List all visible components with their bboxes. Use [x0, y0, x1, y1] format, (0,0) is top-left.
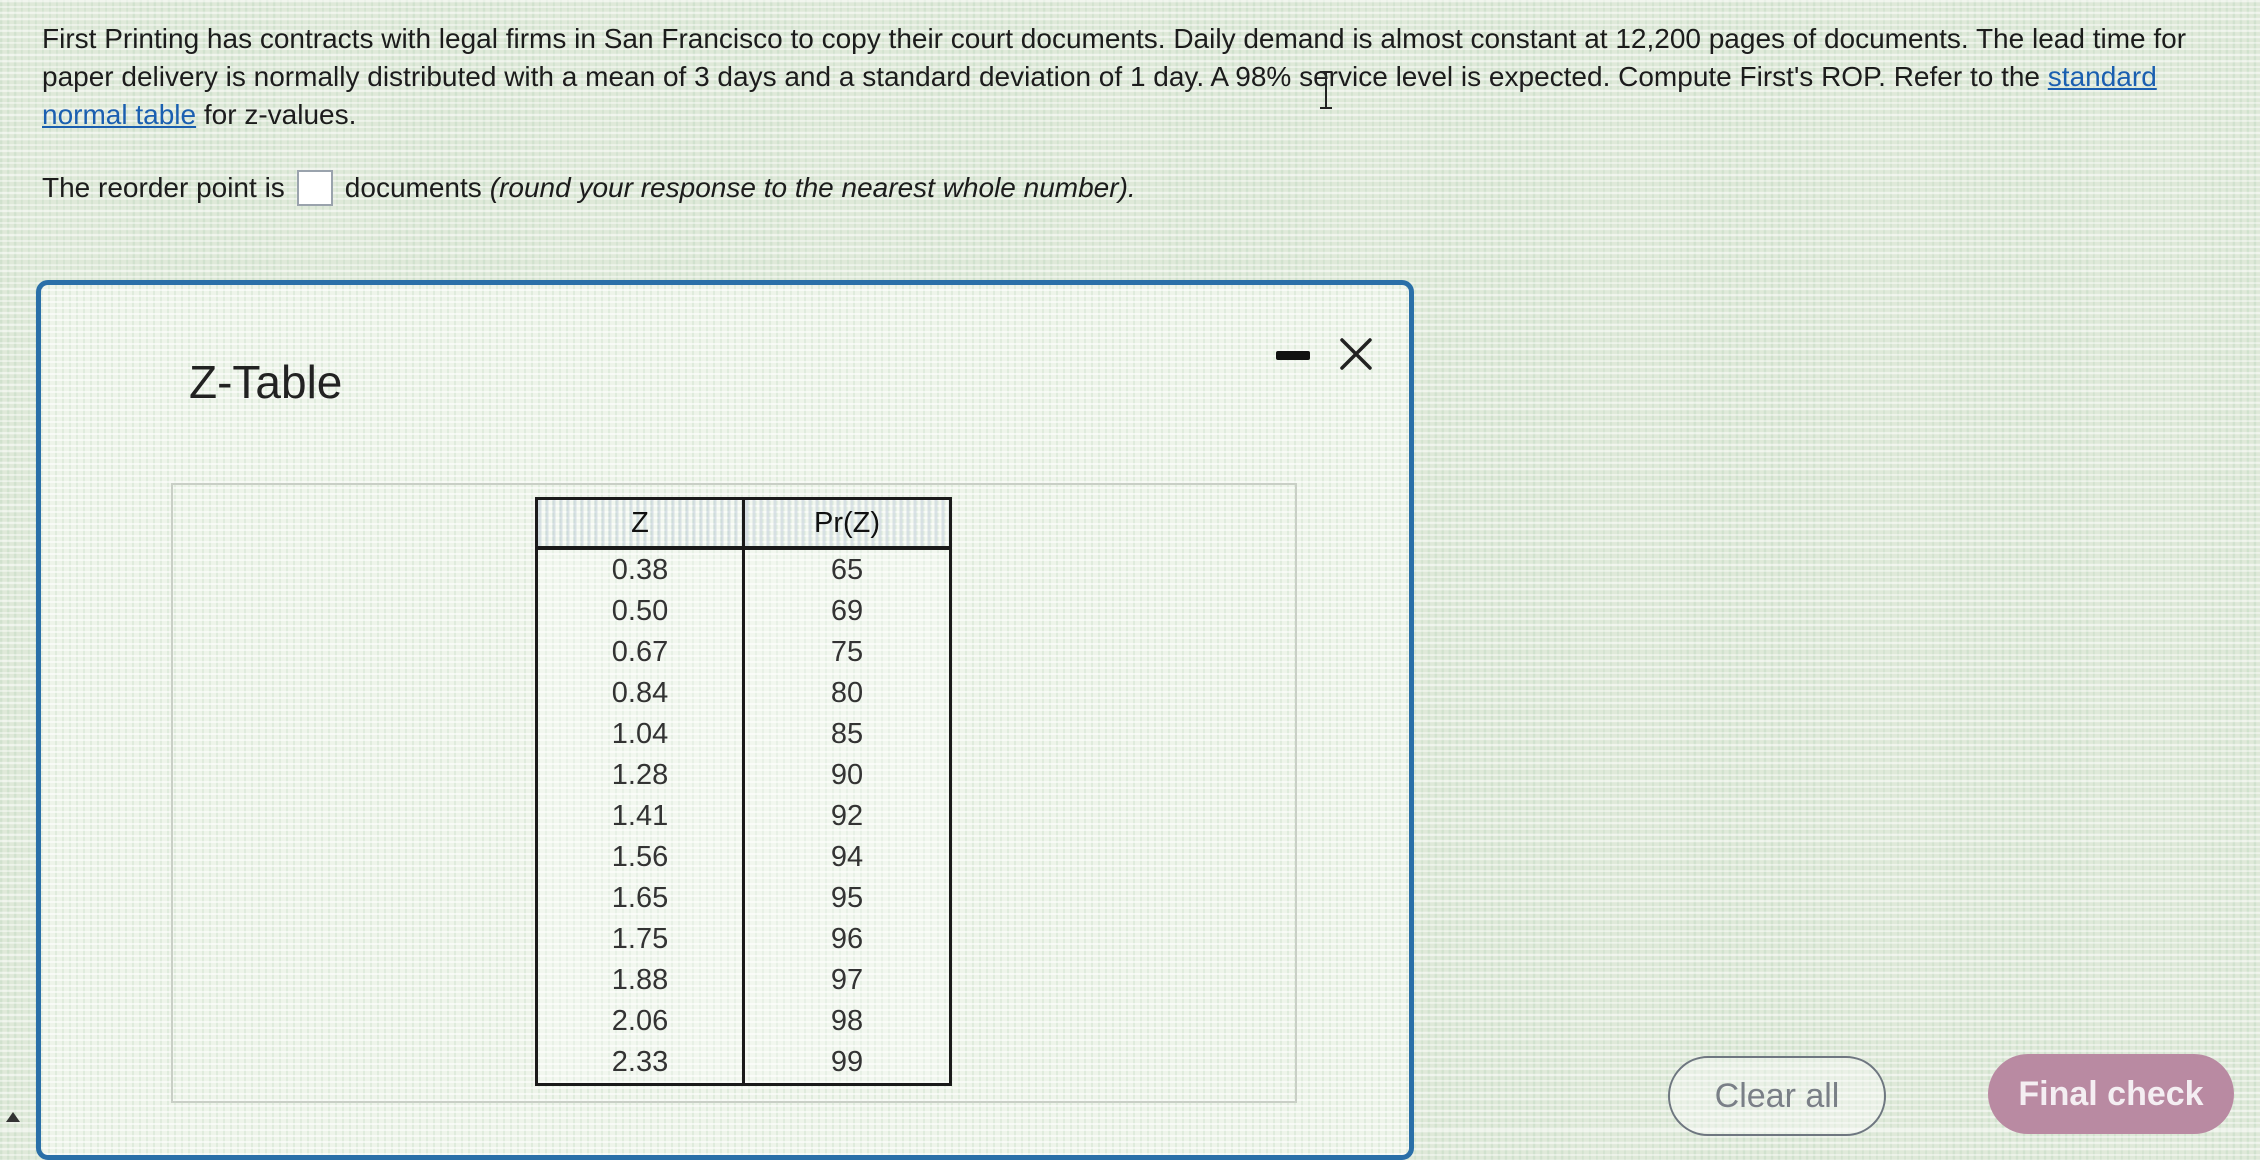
close-icon [1339, 337, 1373, 371]
clear-all-button[interactable]: Clear all [1668, 1056, 1886, 1136]
pr-value: 96 [744, 919, 951, 960]
pr-value: 99 [744, 1042, 951, 1085]
table-row [537, 960, 951, 1001]
z-table-dialog [36, 280, 1414, 1160]
question-tail: for z-values. [196, 99, 357, 130]
table-row [537, 837, 951, 878]
dialog-title: Z-Table [189, 356, 343, 408]
pr-value: 75 [744, 632, 951, 673]
pr-value: 94 [744, 837, 951, 878]
final-check-button[interactable]: Final check [1988, 1054, 2234, 1134]
pr-value: 69 [744, 591, 951, 632]
table-row [537, 919, 951, 960]
reorder-point-input[interactable] [297, 170, 333, 206]
header-z: Z [537, 499, 744, 549]
table-row [537, 548, 951, 591]
answer-suffix: documents [344, 172, 482, 203]
table-row [537, 796, 951, 837]
table-row [537, 878, 951, 919]
table-row [537, 673, 951, 714]
z-value: 0.38 [537, 548, 744, 591]
pr-value: 65 [744, 548, 951, 591]
table-row [537, 591, 951, 632]
z-value: 2.06 [537, 1001, 744, 1042]
z-table [535, 497, 952, 1086]
z-value: 0.50 [537, 591, 744, 632]
answer-prefix: The reorder point is [42, 172, 285, 203]
table-row [537, 755, 951, 796]
table-row [537, 714, 951, 755]
z-value: 1.41 [537, 796, 744, 837]
pr-value: 85 [744, 714, 951, 755]
table-row [537, 1042, 951, 1085]
z-value: 1.65 [537, 878, 744, 919]
table-row [537, 632, 951, 673]
minimize-icon [1276, 351, 1310, 360]
pr-value: 97 [744, 960, 951, 1001]
minimize-button[interactable] [1273, 335, 1313, 375]
pr-value: 98 [744, 1001, 951, 1042]
z-value: 0.84 [537, 673, 744, 714]
z-value: 1.75 [537, 919, 744, 960]
table-row [537, 1001, 951, 1042]
close-button[interactable] [1331, 329, 1381, 379]
text-cursor-icon [1316, 70, 1336, 110]
question-text [42, 20, 2242, 134]
rounding-hint: (round your response to the nearest whole number). [489, 172, 1136, 203]
pr-value: 90 [744, 755, 951, 796]
question-body: First Printing has contracts with legal firms in San Francisco to copy their court documents. Daily demand is almost constant at 12,200 pages of documents. The lead time for paper delivery is normally distributed with a mean of 3 days and a standard deviation of 1 day. A 98% service level is expected. Compute First's ROP. Refer to the [42, 23, 2187, 92]
pr-value: 92 [744, 796, 951, 837]
z-value: 2.33 [537, 1042, 744, 1085]
pr-value: 80 [744, 673, 951, 714]
z-value: 1.04 [537, 714, 744, 755]
z-value: 1.88 [537, 960, 744, 1001]
header-prz: Pr(Z) [744, 499, 951, 549]
pr-value: 95 [744, 878, 951, 919]
z-value: 1.56 [537, 837, 744, 878]
z-value: 1.28 [537, 755, 744, 796]
scroll-up-icon[interactable] [6, 1112, 20, 1122]
standard-normal-table-link[interactable]: standard normal table [42, 61, 2157, 130]
z-value: 0.67 [537, 632, 744, 673]
answer-line [42, 168, 1136, 208]
